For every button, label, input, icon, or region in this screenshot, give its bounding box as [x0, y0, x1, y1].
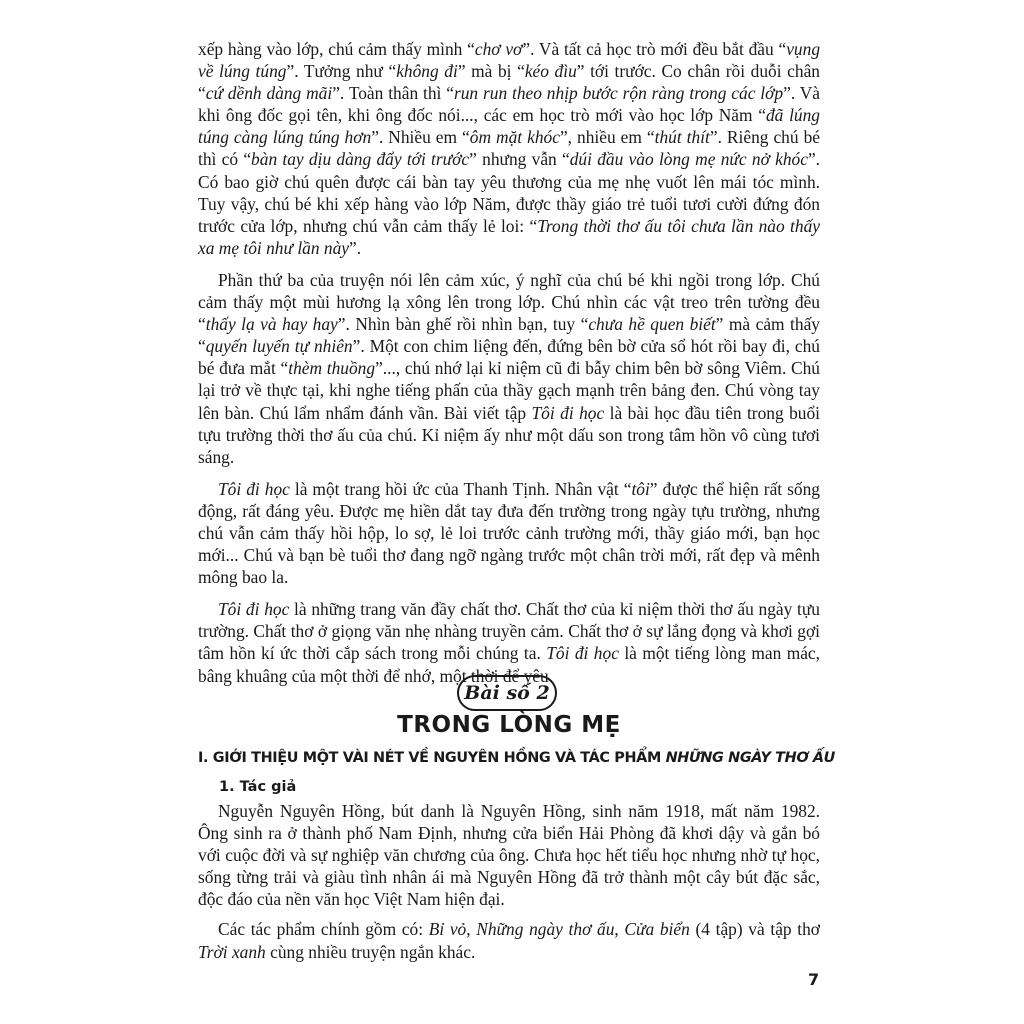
intro-text-block	[198, 38, 820, 697]
italic-text-run: quyến luyến tự nhiên	[205, 336, 353, 357]
italic-text-run: ôm mặt khóc	[469, 127, 560, 148]
italic-text-run: Tôi đi học	[546, 643, 619, 664]
subsection-heading: 1. Tác giả	[219, 779, 297, 795]
italic-text-run: Trời xanh	[198, 941, 266, 962]
italic-text-run: tôi	[631, 478, 650, 499]
italic-text-run: Tôi đi học	[218, 478, 290, 499]
italic-text-run: kéo đìu	[524, 61, 577, 82]
text-run: Các tác phẩm chính gồm có:	[218, 919, 429, 940]
italic-text-run: đã lúng túng càng lúng túng hơn	[198, 105, 821, 148]
italic-text-run: dúi đầu vào lòng mẹ nức nở khóc	[569, 149, 808, 170]
paragraph	[198, 38, 820, 259]
text-run: ”. Nhiều em “	[371, 127, 470, 148]
section-heading	[198, 750, 838, 766]
text-run: ”. Và khi ông đốc gọi tên, khi ông đốc nói..., các em học trò mới vào học lớp Năm “	[198, 83, 820, 126]
italic-text-run: Trong thời thơ ấu tôi chưa lần nào thấy xa mẹ tôi như lần này	[198, 215, 820, 258]
text-run: ” mà bị “	[457, 61, 525, 82]
page-number: 7	[808, 970, 820, 989]
paragraph	[198, 918, 820, 962]
paragraph	[198, 800, 820, 910]
text-run: ” nhưng vẫn “	[469, 149, 570, 170]
text-run: ” tới trước. Co chân rồi duỗi chân “	[198, 61, 821, 104]
lesson-title: TRONG LÒNG MẸ	[397, 712, 621, 738]
text-run: ”. Riêng chú bé thì có “	[198, 127, 820, 170]
italic-text-run: vụng về lúng túng	[198, 39, 821, 82]
text-run: ”, nhiều em “	[559, 127, 655, 148]
paragraph	[198, 478, 820, 588]
text-run: ”. Và tất cả học trò mới đều bắt đầu “	[522, 39, 787, 59]
italic-text-run: chơ vơ	[474, 39, 523, 59]
italic-text-run: bàn tay dịu dàng đẩy tới trước	[251, 149, 470, 170]
italic-text-run: không đi	[396, 61, 458, 82]
italic-text-run: cứ dềnh dàng mãi	[205, 83, 333, 104]
italic-text-run: thút thít	[654, 127, 710, 148]
italic-text-run: thấy lạ và hay hay	[205, 314, 338, 335]
text-run: Nguyễn Nguyên Hồng, bút danh là Nguyên Hồng, sinh năm 1918, mất năm 1982. Ông sinh ra ở thành phố Nam Định, nhưng cửa biển Hải Phòng đã khơi dậy và gắn bó với cuộc đời và sự nghiệp văn chương của ông. Chưa học hết tiểu học nhưng nhờ tự học, sống từng trải và giàu tình nhân ái mà Nguyên Hồng đã trở thành một cây bút đặc sắc, độc đáo của nền văn học Việt Nam hiện đại.	[198, 801, 820, 910]
text-run: ,	[614, 919, 625, 940]
text-run: ”. Tưởng như “	[286, 61, 397, 82]
text-run: ”.	[349, 237, 362, 258]
text-run: ”..., chú nhớ lại kỉ niệm cũ đi bẫy chim bên bờ sông Viêm. Chú lại trở về thực tại, khi nghe tiếng phấn của thầy gạch mạnh trên bảng đen. Chú vòng tay lên bàn. Chú lẩm nhẩm đánh vần. Bài viết tập	[198, 358, 821, 423]
text-run: xếp hàng vào lớp, chú cảm thấy mình “	[198, 39, 475, 59]
text-run: ”. Nhìn bàn ghế rồi nhìn bạn, tuy “	[337, 314, 589, 335]
text-run: ”. Một con chim liệng đến, đứng bên bờ cửa sổ hót rồi bay đi, chú bé đưa mắt “	[198, 336, 820, 379]
text-run: cùng nhiều truyện ngắn khác.	[265, 941, 476, 962]
italic-text-run: thèm thuồng	[288, 358, 376, 379]
author-text-block	[198, 800, 820, 971]
section-heading-work-title: NHỮNG NGÀY THƠ ẤU	[665, 750, 835, 766]
text-run: (4 tập) và tập thơ	[689, 919, 821, 940]
text-run: ,	[466, 919, 477, 940]
text-run: ” mà cảm thấy “	[198, 314, 820, 357]
italic-text-run: Bỉ vỏ	[428, 919, 467, 940]
italic-text-run: chưa hề quen biết	[588, 314, 716, 335]
italic-text-run: Tôi đi học	[218, 599, 290, 620]
text-run: là bài học đầu tiên trong buổi tựu trường thời thơ ấu của chú. Kỉ niệm ấy như một dấu son trong tâm hồn vô cùng tươi sáng.	[198, 402, 821, 467]
text-run: ”. Toàn thân thì “	[332, 83, 454, 104]
text-run: ” được thể hiện rất sống động, rất đáng yêu. Được mẹ hiền dắt tay đưa đến trường trong ngày tựu trường, nhưng chú vẫn cảm thấy hồi hộp, lo sợ, lẻ loi trước cảnh trường mới, thầy giáo mới, bạn học mới... Chú và bạn bè tuổi thơ đang ngỡ ngàng trước một chân trời mới, rất đẹp và mênh mông bao la.	[198, 478, 820, 588]
italic-text-run: Cửa biển	[624, 919, 690, 940]
text-run: Phần thứ ba của truyện nói lên cảm xúc, ý nghĩ của chú bé khi ngồi trong lớp. Chú cảm thấy một mùi hương lạ xông lên trong lớp. Chú nhìn các vật treo trên tường đều “	[198, 269, 820, 335]
italic-text-run: Tôi đi học	[531, 402, 605, 423]
section-heading-text: I. GIỚI THIỆU MỘT VÀI NÉT VỀ NGUYÊN HỒNG VÀ TÁC PHẨM	[198, 750, 666, 766]
italic-text-run: run run theo nhịp bước rộn ràng trong các lớp	[453, 83, 784, 104]
text-run: là một trang hồi ức của Thanh Tịnh. Nhân vật “	[289, 478, 632, 499]
paragraph	[198, 269, 820, 468]
paragraph	[198, 598, 820, 686]
text-run: là một tiếng lòng man mác, bâng khuâng của một thời để nhớ, một thời để yêu.	[198, 643, 821, 686]
lesson-badge: Bài số 2	[457, 675, 557, 711]
italic-text-run: Những ngày thơ ấu	[476, 919, 615, 940]
text-run: ”. Có bao giờ chú quên được cái bàn tay yêu thương của mẹ nhẹ vuốt lên mái tóc mình. Tuy vậy, chú bé khi xếp hàng vào lớp Năm, được thầy giáo trẻ tuổi tươi cười đứng đón trước cửa lớp, nhưng chú vẫn cảm thấy lẻ loi: “	[198, 149, 821, 236]
text-run: là những trang văn đầy chất thơ. Chất thơ của kỉ niệm thời thơ ấu ngày tựu trường. Chất thơ ở giọng văn nhẹ nhàng truyền cảm. Chất thơ ở sự lắng đọng và khơi gợi tâm hồn kí ức thời cắp sách trong mỗi chúng ta.	[198, 599, 821, 664]
